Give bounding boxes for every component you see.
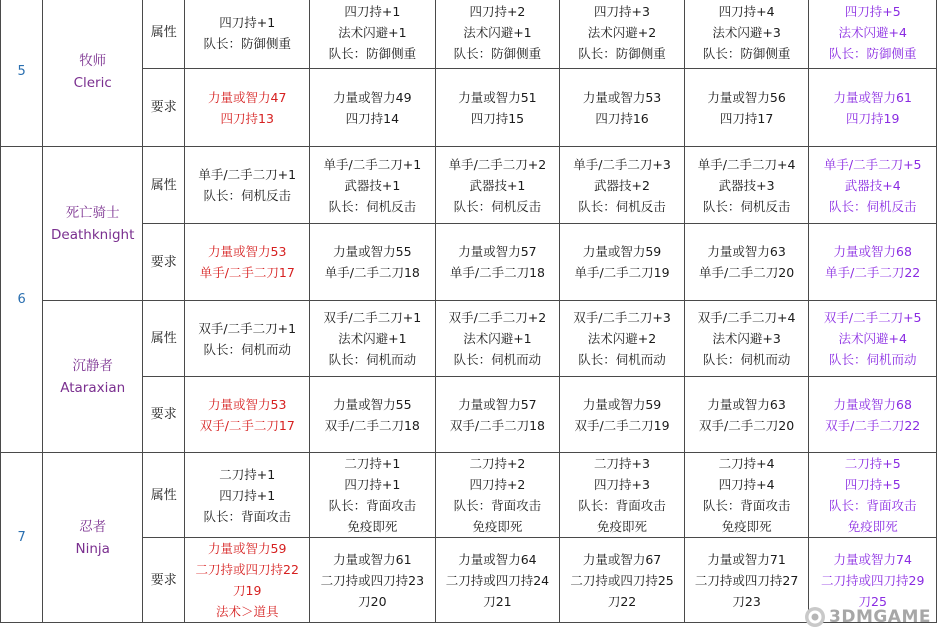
cell-line: 双手/二手二刀+3 (573, 310, 671, 325)
cell-line: 二刀持或四刀持25 (570, 572, 674, 588)
cell-line: 队长：伺机反击 (453, 198, 542, 214)
attribute-cell (185, 147, 310, 224)
requirement-cell (310, 224, 436, 301)
cell-line: 四刀持+1 (344, 477, 401, 492)
requirement-label: 要求 (143, 224, 185, 301)
attribute-label: 属性 (143, 147, 185, 224)
attribute-cell (684, 301, 809, 377)
cell-line: 队长：伺机而动 (328, 352, 417, 367)
attribute-cell (684, 0, 809, 69)
cell-line: 队长：伺机而动 (578, 352, 666, 367)
requirement-label: 要求 (143, 377, 185, 453)
requirement-cell (560, 69, 685, 147)
cell-line: 四刀持+1 (219, 14, 276, 30)
cell-line: 双手/二手二刀+4 (697, 310, 796, 325)
attribute-cell (809, 453, 937, 538)
class-name-en: Deathknight (51, 226, 135, 243)
tier-cell: 6 (1, 147, 43, 453)
cell-line: 四刀持17 (719, 110, 774, 126)
cell-line: 单手/二手二刀+1 (323, 156, 422, 172)
cell-line: 力量或智力55 (333, 396, 412, 412)
cell-line: 免疫即死 (847, 519, 898, 534)
cell-line: 队长：伺机而动 (702, 352, 791, 367)
attribute-cell (684, 453, 809, 538)
attribute-cell (809, 147, 937, 224)
cell-line: 双手/二手二刀22 (825, 417, 921, 433)
attribute-cell (310, 301, 436, 377)
attribute-cell (435, 301, 560, 377)
cell-line: 四刀持+4 (718, 477, 775, 492)
cell-line: 双手/二手二刀+1 (323, 310, 422, 325)
cell-line: 双手/二手二刀17 (199, 417, 295, 433)
cell-line: 四刀持16 (595, 110, 649, 126)
cell-line: 队长：伺机反击 (328, 198, 417, 214)
cell-line: 力量或智力49 (333, 89, 412, 105)
cell-line: 队长：伺机反击 (702, 198, 791, 214)
cell-line: 免疫即死 (721, 519, 772, 534)
cell-line: 队长：伺机而动 (203, 341, 291, 357)
cell-line: 二刀持+2 (469, 456, 526, 471)
attribute-row (1, 147, 937, 224)
cell-line: 队长：背面攻击 (828, 498, 917, 513)
requirement-cell (809, 224, 937, 301)
attribute-cell (310, 453, 436, 538)
class-name-cell (43, 453, 143, 623)
cell-line: 刀22 (607, 593, 637, 609)
cell-line: 力量或智力59 (582, 396, 662, 412)
cell-line: 四刀持19 (846, 110, 900, 126)
cell-line: 武器技+4 (844, 177, 901, 193)
class-name-cn: 死亡骑士 (65, 204, 120, 221)
class-name-cell (43, 147, 143, 301)
cell-line: 单手/二手二刀18 (449, 265, 545, 280)
cell-line: 法术闪避+1 (338, 331, 407, 346)
cell-line: 单手/二手二刀+3 (573, 156, 671, 172)
cell-line: 队长：伺机而动 (453, 352, 542, 367)
cell-line: 单手/二手二刀+1 (198, 167, 297, 182)
requirement-cell (684, 224, 809, 301)
attribute-cell (809, 301, 937, 377)
cell-line: 力量或智力61 (833, 89, 912, 105)
cell-line: 双手/二手二刀18 (449, 417, 545, 433)
cell-line: 二刀持+5 (844, 456, 901, 471)
cell-line: 法术闪避+1 (463, 331, 532, 346)
requirement-cell (684, 377, 809, 453)
cell-line: 二刀持或四刀持29 (821, 572, 925, 588)
cell-line: 四刀持+5 (844, 4, 901, 19)
cell-line: 单手/二手二刀+5 (823, 156, 922, 172)
cell-line: 双手/二手二刀19 (574, 417, 670, 433)
cell-line: 四刀持14 (345, 110, 400, 126)
cell-line: 队长：防御侧重 (702, 46, 791, 61)
class-name-en: Ninja (75, 540, 110, 557)
attribute-cell (809, 0, 937, 69)
cell-line: 单手/二手二刀+2 (448, 156, 547, 172)
cell-line: 二刀持+4 (718, 456, 775, 471)
cell-line: 力量或智力59 (208, 541, 287, 556)
cell-line: 武器技+1 (469, 177, 526, 193)
attribute-cell (560, 453, 685, 538)
tier-cell: 5 (1, 0, 43, 147)
cell-line: 队长：背面攻击 (453, 498, 542, 513)
attribute-row (1, 301, 937, 377)
cell-line: 四刀持+5 (844, 477, 901, 492)
cell-line: 法术闪避+1 (338, 25, 407, 40)
cell-line: 力量或智力64 (458, 551, 537, 567)
cell-line: 双手/二手二刀18 (324, 417, 420, 433)
attribute-cell (310, 147, 436, 224)
cell-line: 双手/二手二刀+1 (198, 320, 297, 336)
requirement-cell (185, 69, 310, 147)
cell-line: 武器技+1 (344, 177, 401, 193)
cell-line: 队长：防御侧重 (203, 35, 291, 51)
cell-line: 法术＞道具 (215, 604, 279, 619)
cell-line: 四刀持+1 (344, 4, 401, 19)
cell-line: 单手/二手二刀17 (199, 265, 295, 280)
cell-line: 法术闪避+2 (587, 25, 657, 40)
attribute-cell (185, 301, 310, 377)
cell-line: 力量或智力67 (582, 551, 662, 567)
attribute-label: 属性 (143, 301, 185, 377)
cell-line: 武器技+3 (718, 177, 775, 193)
requirement-cell (435, 377, 560, 453)
cell-line: 二刀持+3 (594, 456, 650, 471)
cell-line: 队长：防御侧重 (453, 46, 542, 61)
attribute-cell (560, 301, 685, 377)
cell-line: 武器技+2 (594, 177, 650, 193)
cell-line: 二刀持或四刀持24 (445, 572, 550, 588)
cell-line: 队长：防御侧重 (828, 46, 917, 61)
cell-line: 力量或智力63 (707, 244, 786, 259)
cell-line: 四刀持+3 (594, 477, 650, 492)
requirement-cell (560, 224, 685, 301)
watermark-text: 3DMGAME (829, 607, 931, 627)
requirement-cell (310, 538, 436, 623)
requirement-cell (684, 69, 809, 147)
cell-line: 免疫即死 (597, 519, 648, 534)
requirement-cell (185, 538, 310, 623)
cell-line: 队长：伺机反击 (578, 198, 666, 214)
cell-line: 队长：背面攻击 (203, 508, 291, 524)
class-name-cell (43, 0, 143, 147)
cell-line: 力量或智力63 (707, 396, 786, 412)
cell-line: 力量或智力53 (208, 244, 287, 259)
tier-cell: 7 (1, 453, 43, 623)
attribute-label: 属性 (143, 0, 185, 69)
cell-line: 队长：防御侧重 (328, 46, 417, 61)
attribute-cell (684, 147, 809, 224)
cell-line: 力量或智力68 (833, 244, 912, 259)
requirement-cell (560, 377, 685, 453)
cell-line: 二刀持+1 (219, 466, 276, 482)
class-name-en: Cleric (73, 74, 112, 91)
attribute-label: 属性 (143, 453, 185, 538)
requirement-cell (310, 377, 436, 453)
cell-line: 力量或智力56 (707, 89, 786, 105)
cell-line: 力量或智力71 (707, 551, 786, 567)
cell-line: 力量或智力61 (333, 551, 412, 567)
class-name-cn: 牧师 (79, 52, 107, 69)
requirement-cell (809, 69, 937, 147)
requirement-label: 要求 (143, 69, 185, 147)
cell-line: 双手/二手二刀+2 (448, 310, 547, 325)
cell-line: 刀19 (233, 583, 262, 598)
cell-line: 免疫即死 (347, 519, 398, 534)
cell-line: 单手/二手二刀22 (825, 265, 921, 280)
cell-line: 单手/二手二刀19 (574, 265, 670, 280)
cell-line: 二刀持或四刀持27 (694, 572, 799, 588)
cell-line: 单手/二手二刀+4 (697, 156, 796, 172)
attribute-cell (560, 147, 685, 224)
watermark (804, 606, 931, 628)
cell-line: 单手/二手二刀18 (324, 265, 420, 280)
cell-line: 四刀持+2 (469, 4, 526, 19)
cell-line: 法术闪避+3 (712, 331, 781, 346)
cell-line: 力量或智力68 (833, 396, 912, 412)
cell-line: 四刀持+4 (718, 4, 775, 19)
cell-line: 队长：伺机而动 (828, 352, 917, 367)
attribute-cell (185, 0, 310, 69)
cell-line: 队长：背面攻击 (578, 498, 666, 513)
cell-line: 二刀持或四刀持22 (195, 562, 299, 577)
cell-line: 二刀持+1 (344, 456, 401, 471)
cell-line: 法术闪避+4 (838, 25, 907, 40)
cell-line: 四刀持+2 (469, 477, 526, 492)
cell-line: 队长：伺机反击 (828, 198, 917, 214)
requirement-cell (310, 69, 436, 147)
cell-line: 力量或智力55 (333, 244, 412, 259)
attribute-cell (435, 453, 560, 538)
requirement-cell (185, 224, 310, 301)
cell-line: 法术闪避+3 (712, 25, 781, 40)
cell-line: 四刀持+1 (219, 487, 276, 503)
requirement-cell (809, 377, 937, 453)
cell-line: 队长：伺机反击 (203, 188, 291, 203)
cell-line: 法术闪避+1 (463, 25, 532, 40)
cell-line: 力量或智力53 (582, 89, 662, 105)
cell-line: 免疫即死 (472, 519, 523, 534)
cell-line: 刀25 (858, 593, 887, 609)
cell-line: 队长：防御侧重 (578, 46, 666, 61)
cell-line: 力量或智力53 (208, 396, 287, 412)
cell-line: 四刀持13 (220, 110, 274, 126)
cell-line: 刀20 (358, 593, 387, 609)
attribute-row (1, 453, 937, 538)
requirement-cell (435, 538, 560, 623)
class-name-cell (43, 301, 143, 453)
3dm-logo-icon (804, 606, 826, 628)
cell-line: 双手/二手二刀+5 (823, 310, 922, 325)
cell-line: 力量或智力59 (582, 244, 662, 259)
requirement-label: 要求 (143, 538, 185, 623)
cell-line: 双手/二手二刀20 (699, 417, 795, 433)
class-name-cn: 忍者 (79, 518, 107, 535)
requirement-cell (435, 69, 560, 147)
cell-line: 力量或智力57 (458, 396, 537, 412)
attribute-row (1, 0, 937, 69)
requirement-cell (684, 538, 809, 623)
cell-line: 二刀持或四刀持23 (320, 572, 425, 588)
cell-line: 刀23 (732, 593, 761, 609)
class-name-cn: 沉静者 (72, 357, 113, 374)
cell-line: 四刀持+3 (594, 4, 650, 19)
cell-line: 法术闪避+4 (838, 331, 907, 346)
cell-line: 刀21 (483, 593, 512, 609)
cell-line: 力量或智力74 (833, 551, 912, 567)
cell-line: 单手/二手二刀20 (699, 265, 795, 280)
cell-line: 队长：背面攻击 (702, 498, 791, 513)
cell-line: 力量或智力51 (458, 89, 537, 105)
cell-line: 队长：背面攻击 (328, 498, 417, 513)
attribute-cell (185, 453, 310, 538)
cell-line: 力量或智力47 (208, 89, 287, 105)
attribute-cell (435, 0, 560, 69)
attribute-cell (310, 0, 436, 69)
requirement-cell (560, 538, 685, 623)
class-name-en: Ataraxian (60, 379, 126, 396)
cell-line: 力量或智力57 (458, 244, 537, 259)
cell-line: 四刀持15 (470, 110, 525, 126)
attribute-cell (560, 0, 685, 69)
attribute-cell (435, 147, 560, 224)
cell-line: 法术闪避+2 (587, 331, 657, 346)
requirement-cell (185, 377, 310, 453)
requirement-cell (435, 224, 560, 301)
